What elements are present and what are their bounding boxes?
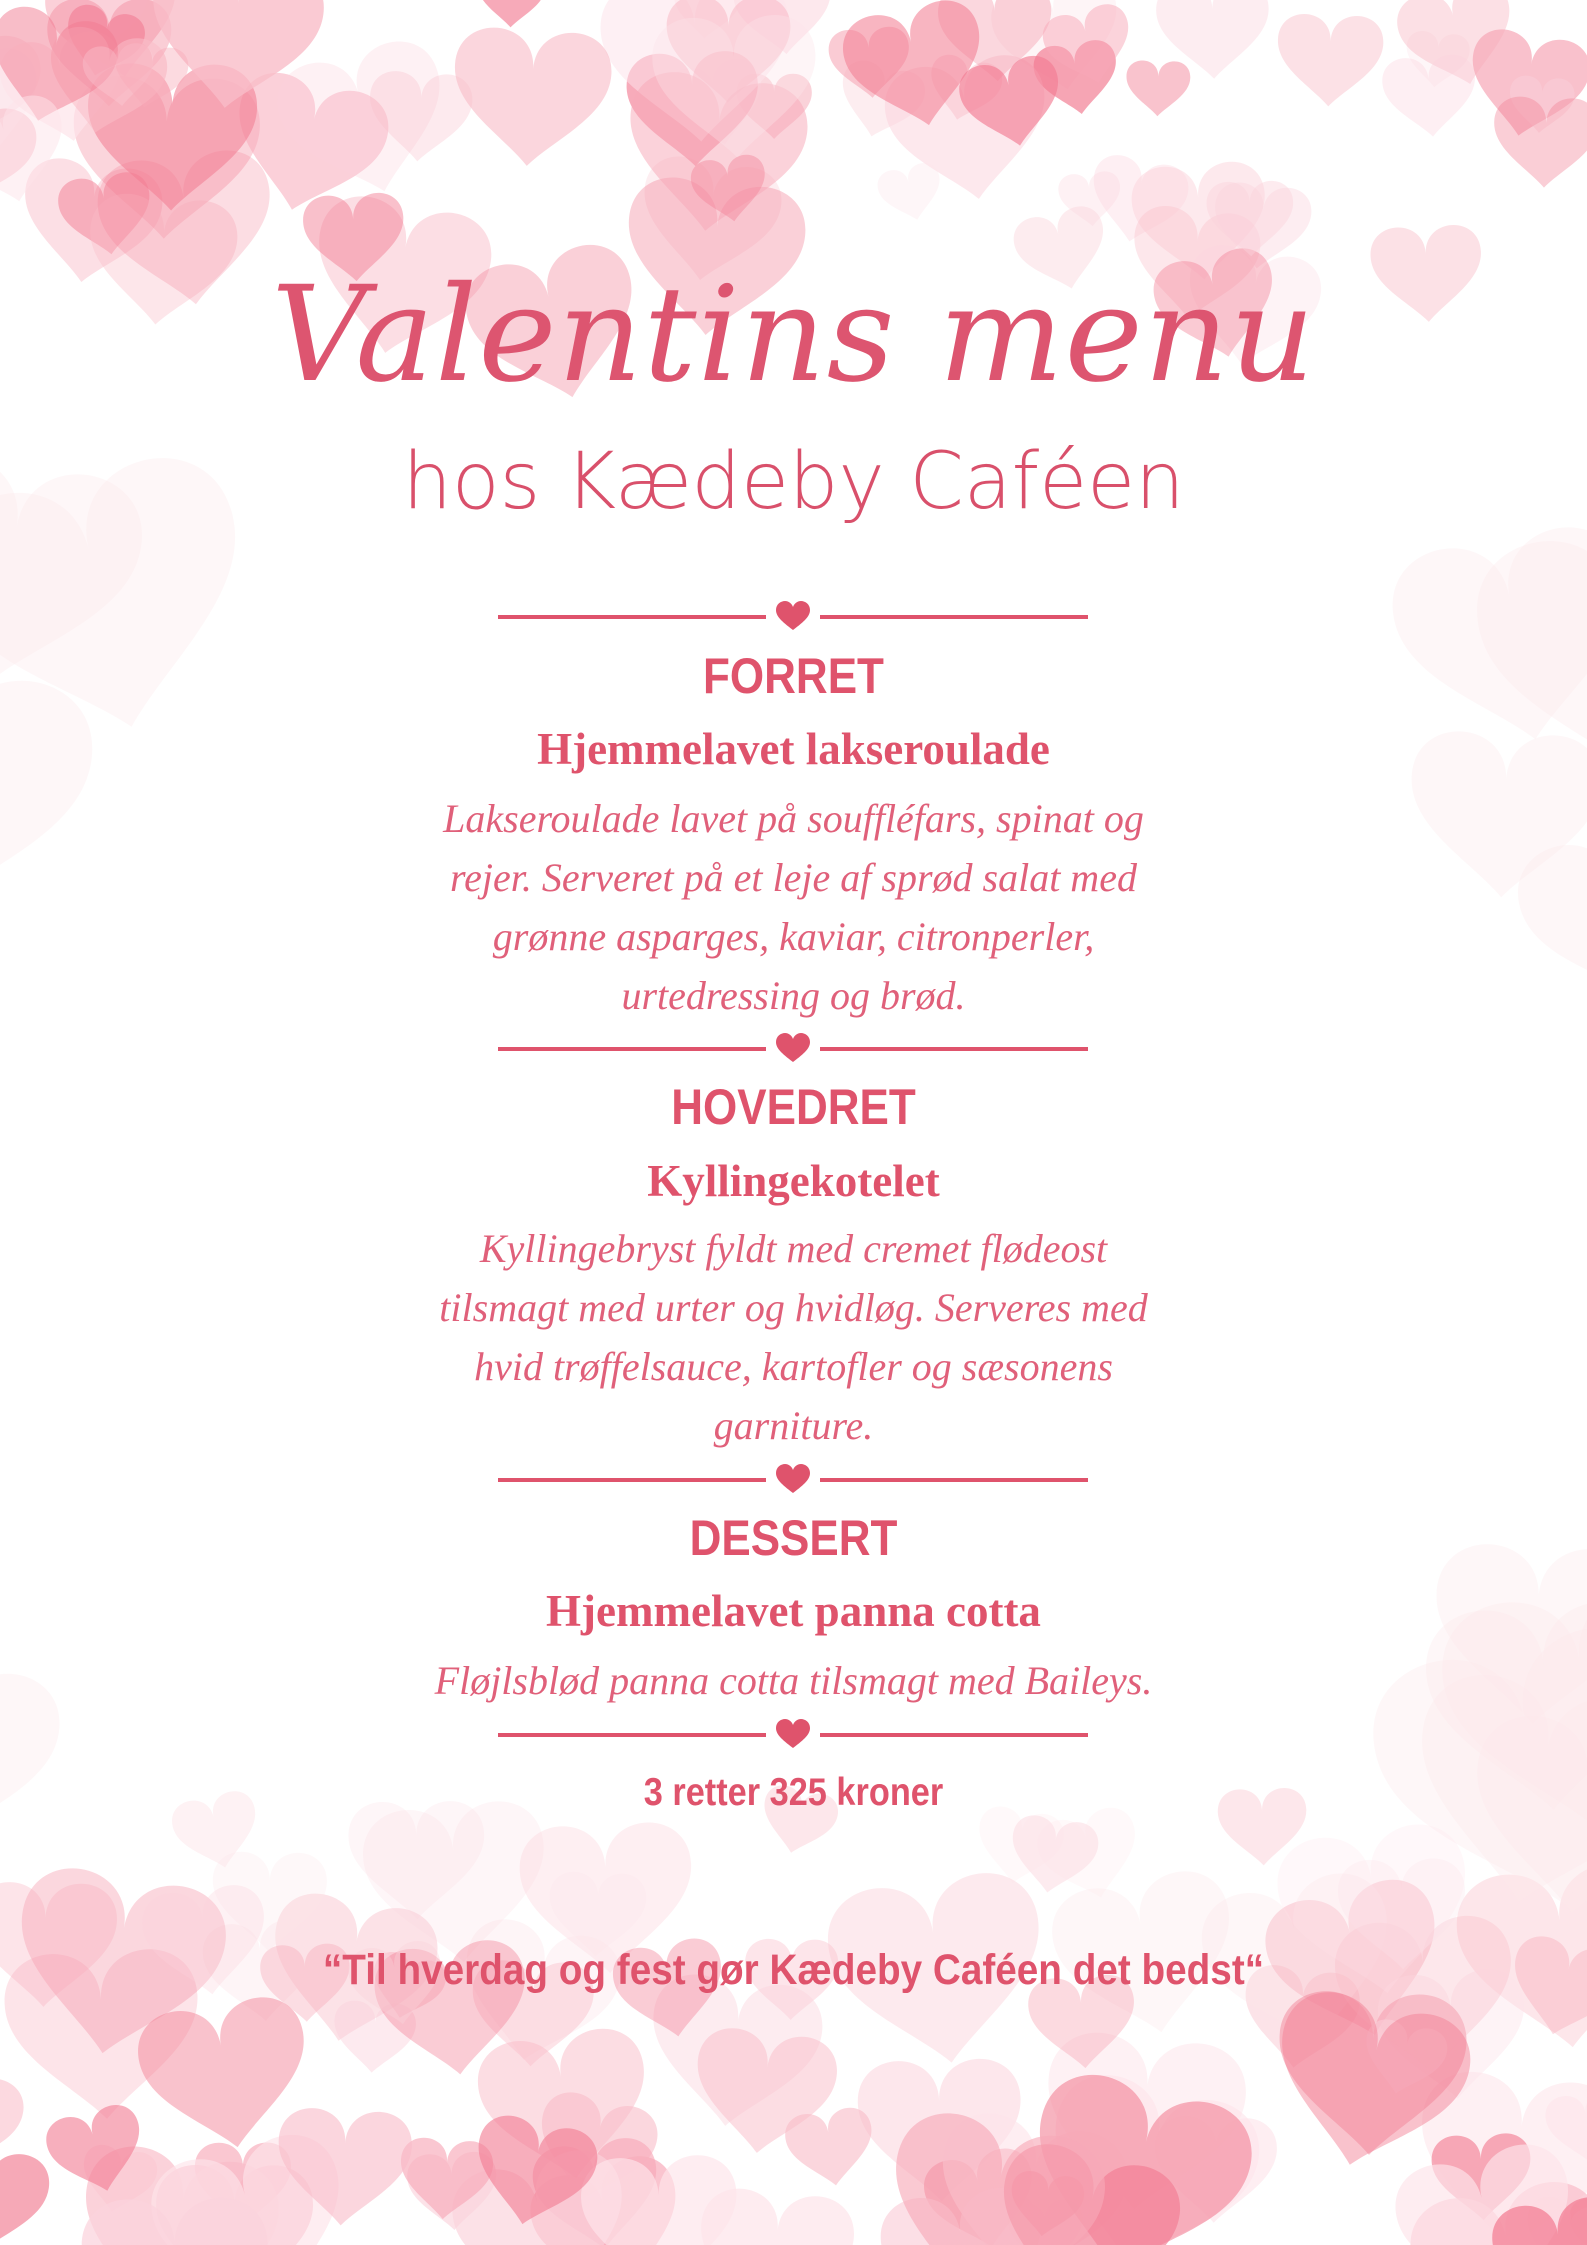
heart-divider <box>498 1718 1088 1752</box>
dish-name-hovedret: Kyllingekotelet <box>647 1156 940 1206</box>
section-heading-hovedret: HOVEDRET <box>671 1079 916 1135</box>
section-heading-dessert: DESSERT <box>689 1510 898 1566</box>
heart-icon <box>776 601 810 630</box>
price-text: 3 retter 325 kroner <box>643 1771 944 1814</box>
menu-subtitle: hos Kædeby Caféen <box>402 437 1185 527</box>
heart-divider <box>498 600 1088 634</box>
dish-name-forret: Hjemmelavet lakseroulade <box>537 724 1050 774</box>
heart-divider <box>498 1463 1088 1497</box>
section-heading-forret: FORRET <box>703 648 884 704</box>
menu-title: Valentins menu <box>271 258 1316 412</box>
tagline-text: “Til hverdag og fest gør Kædeby Caféen det bedst“ <box>322 1946 1265 1994</box>
dish-description-forret: Lakseroulade lavet på souffléfars, spinat og rejer. Serveret på et leje af sprød salat med grønne asparges, kaviar, citronperler, urtedressing og brød. <box>443 796 1144 1018</box>
dish-description-dessert: Fløjlsblød panna cotta tilsmagt med Baileys. <box>434 1658 1153 1703</box>
heart-divider <box>498 1032 1088 1066</box>
heart-icon <box>776 1719 810 1748</box>
dish-name-dessert: Hjemmelavet panna cotta <box>546 1586 1041 1636</box>
dish-description-hovedret: Kyllingebryst fyldt med cremet flødeost tilsmagt med urter og hvidløg. Serveres med hvid trøffelsauce, kartofler og sæsonens garniture. <box>439 1226 1148 1448</box>
heart-icon <box>776 1464 810 1493</box>
heart-icon <box>776 1033 810 1062</box>
